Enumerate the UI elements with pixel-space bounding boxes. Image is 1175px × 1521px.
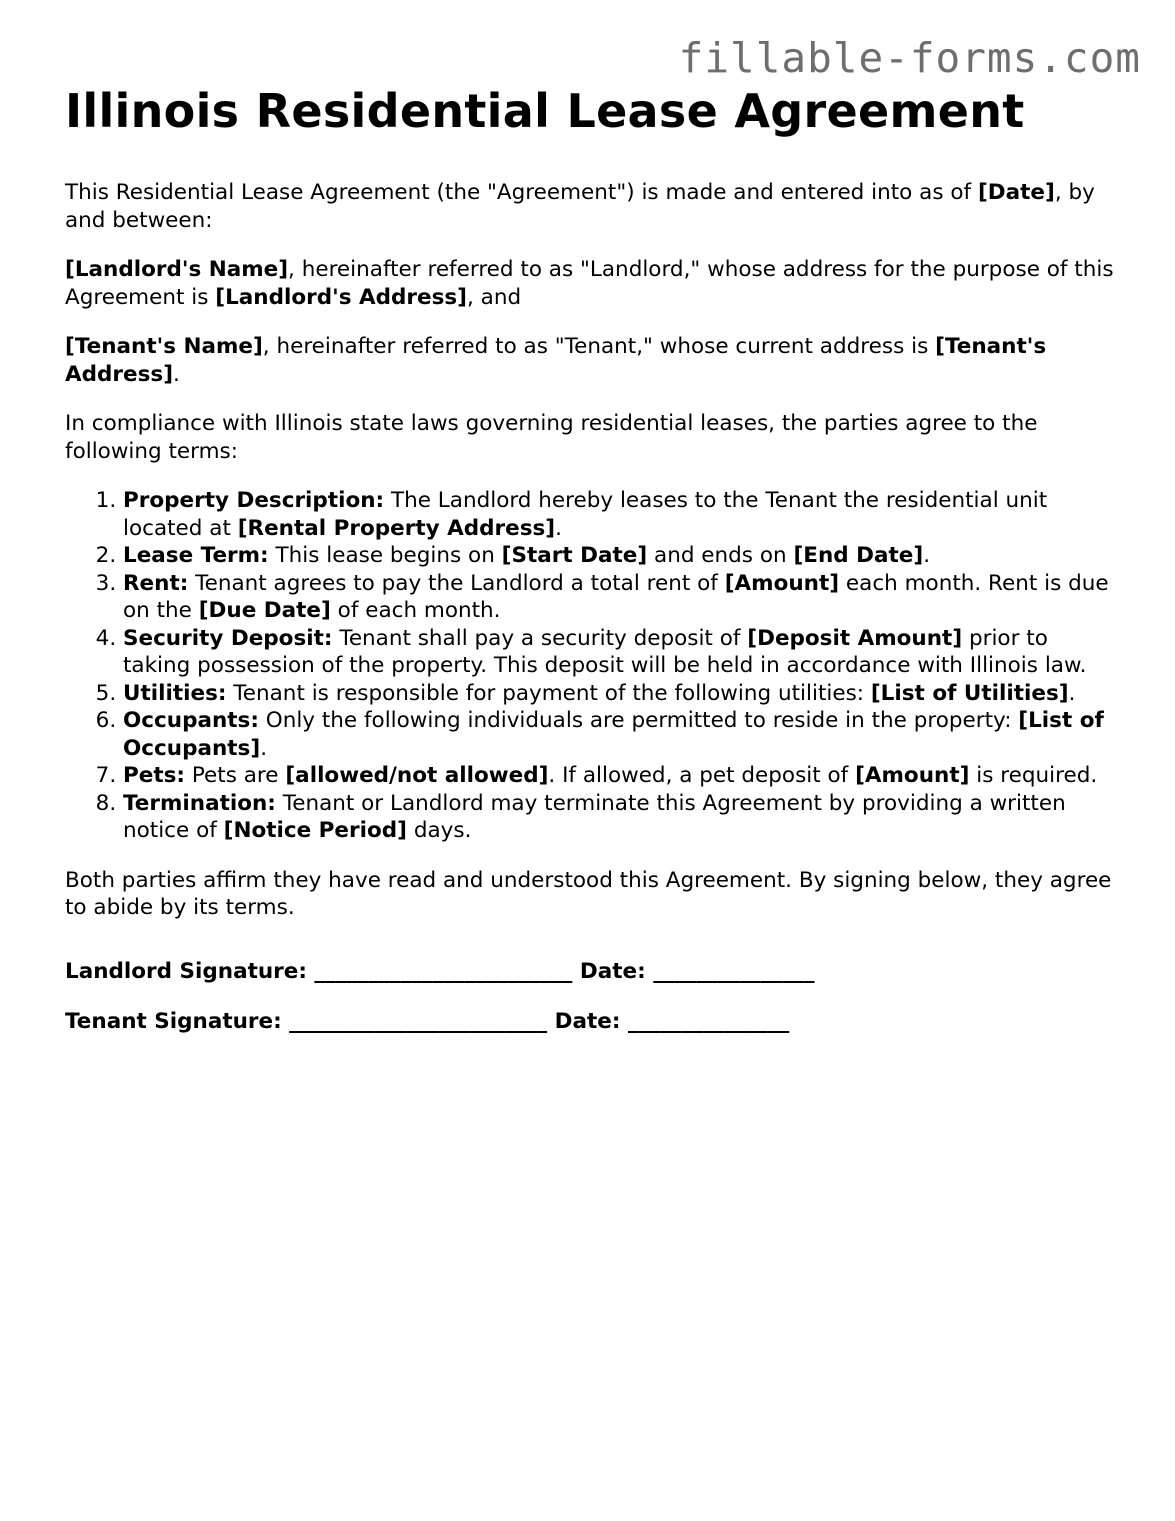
intro-text-end: , by and between: bbox=[65, 180, 1095, 233]
compliance-paragraph: In compliance with Illinois state laws governing residential leases, the parties agree to the following terms: bbox=[65, 411, 1038, 464]
document-page bbox=[65, 86, 1115, 1036]
landlord-signature-line[interactable]: Landlord Signature: ________________________ Date: _______________ bbox=[65, 958, 815, 984]
closing-paragraph: Both parties affirm they have read and understood this Agreement. By signing below, they agree to abide by its terms. bbox=[65, 867, 1112, 920]
tenant-text-end: . bbox=[173, 361, 180, 387]
watermark: fillable-forms.com bbox=[678, 34, 1141, 82]
term-termination bbox=[123, 790, 1115, 845]
term-heading: Utilities: bbox=[123, 680, 227, 706]
tenant-name-placeholder: [Tenant's Name] bbox=[65, 334, 263, 359]
notice-period-placeholder: [Notice Period] bbox=[223, 818, 407, 843]
landlord-name-placeholder: [Landlord's Name] bbox=[65, 257, 289, 282]
landlord-paragraph bbox=[65, 256, 1115, 311]
tenant-paragraph bbox=[65, 333, 1115, 388]
landlord-text: , hereinafter referred to as "Landlord," whose address for the purpose of this Agreement is bbox=[65, 257, 1114, 310]
deposit-amount-placeholder: [Deposit Amount] bbox=[747, 625, 963, 651]
term-rent bbox=[123, 570, 1115, 625]
term-text: Tenant or Landlord may terminate this Agreement by providing a written notice of bbox=[123, 790, 1066, 843]
term-text: each month. Rent is due on the bbox=[123, 570, 1109, 623]
pet-deposit-placeholder: [Amount] bbox=[855, 763, 970, 788]
term-heading: Rent: bbox=[123, 570, 189, 596]
start-date-placeholder: [Start Date] bbox=[501, 543, 648, 568]
term-text: Tenant is responsible for payment of the following utilities: bbox=[226, 680, 871, 706]
tenant-signature-line[interactable]: Tenant Signature: ________________________ Date: _______________ bbox=[65, 1009, 790, 1034]
term-lease-term bbox=[123, 542, 1115, 570]
landlord-text-end: , and bbox=[467, 284, 522, 310]
term-text: . bbox=[1068, 680, 1076, 706]
term-heading: Property Description: bbox=[123, 488, 385, 513]
tenant-text: , hereinafter referred to as "Tenant," whose current address is bbox=[262, 334, 936, 359]
term-text: of each month. bbox=[330, 598, 501, 623]
term-heading: Occupants: bbox=[123, 708, 259, 733]
date-placeholder: [Date] bbox=[977, 180, 1055, 205]
term-text: Tenant shall pay a security deposit of bbox=[332, 625, 748, 651]
term-heading: Security Deposit: bbox=[123, 625, 333, 651]
due-date-placeholder: [Due Date] bbox=[198, 598, 331, 623]
term-property-description bbox=[123, 487, 1115, 542]
term-text: . If allowed, a pet deposit of bbox=[548, 763, 856, 788]
term-security-deposit bbox=[123, 625, 1115, 680]
document-title: Illinois Residential Lease Agreement bbox=[65, 84, 1025, 138]
utilities-placeholder: [List of Utilities] bbox=[870, 680, 1069, 706]
tenant-address-placeholder: [Tenant's Address] bbox=[65, 334, 1047, 387]
term-text: This lease begins on bbox=[268, 543, 502, 568]
term-text: prior to taking possession of the property. This deposit will be held in accordance with Illinois law. bbox=[123, 625, 1087, 678]
term-text: . bbox=[923, 543, 931, 568]
term-text: is required. bbox=[969, 763, 1098, 788]
intro-text: This Residential Lease Agreement (the "Agreement") is made and entered into as of bbox=[65, 180, 978, 205]
term-heading: Lease Term: bbox=[123, 543, 269, 568]
term-heading: Pets: bbox=[123, 763, 186, 788]
term-text: Tenant agrees to pay the Landlord a total rent of bbox=[188, 570, 725, 596]
landlord-address-placeholder: [Landlord's Address] bbox=[215, 284, 468, 310]
term-text: Pets are bbox=[185, 763, 286, 788]
term-text: . bbox=[555, 515, 562, 541]
term-text: Only the following individuals are permitted to reside in the property: bbox=[258, 708, 1019, 733]
terms-list bbox=[65, 487, 1115, 845]
term-pets bbox=[123, 762, 1115, 790]
pets-allowed-placeholder: [allowed/not allowed] bbox=[285, 763, 549, 788]
term-utilities bbox=[123, 680, 1115, 708]
term-occupants bbox=[123, 707, 1115, 762]
term-text: The Landlord hereby leases to the Tenant the residential unit located at bbox=[123, 488, 1048, 541]
end-date-placeholder: [End Date] bbox=[793, 543, 924, 568]
term-text: days. bbox=[406, 818, 472, 843]
term-heading: Termination: bbox=[123, 790, 276, 816]
term-text: . bbox=[260, 735, 268, 761]
occupants-placeholder: [List of Occupants] bbox=[123, 708, 1104, 761]
intro-paragraph bbox=[65, 179, 1115, 234]
term-text: and ends on bbox=[647, 543, 794, 568]
rent-amount-placeholder: [Amount] bbox=[724, 570, 840, 596]
rental-address-placeholder: [Rental Property Address] bbox=[237, 515, 556, 541]
